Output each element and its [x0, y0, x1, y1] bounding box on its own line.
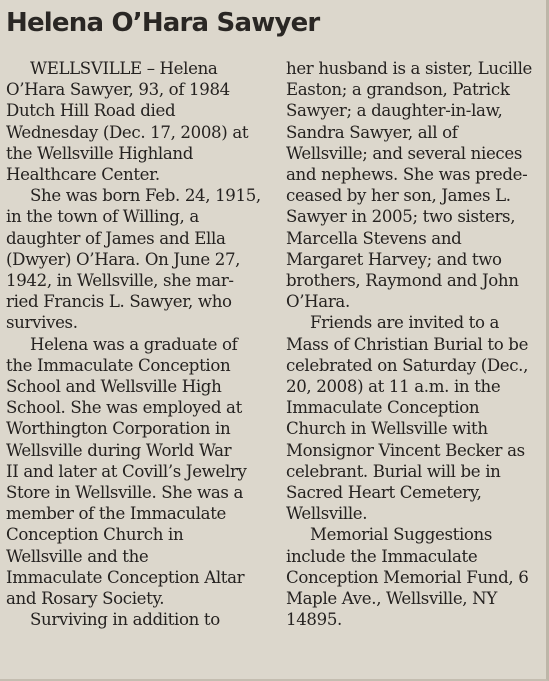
text-line: Worthington Corporation in [6, 419, 231, 439]
text-line: She was born Feb. 24, 1915, [30, 186, 261, 206]
text-line: Healthcare Center. [6, 165, 160, 185]
text-line: celebrant. Burial will be in [286, 461, 501, 481]
obituary-paragraph [6, 609, 274, 630]
text-line: ried Francis L. Sawyer, who [6, 292, 232, 312]
text-line: Sandra Sawyer, all of [286, 122, 458, 142]
text-line: Conception Memorial Fund, 6 [286, 567, 529, 587]
obituary-headline: Helena O’Hara Sawyer [6, 8, 320, 38]
text-line: Sacred Heart Cemetery, [286, 483, 482, 503]
text-line: and nephews. She was prede- [286, 165, 528, 185]
text-line: celebrated on Saturday (Dec., [286, 355, 529, 375]
text-line: 20, 2008) at 11 a.m. in the [286, 377, 501, 397]
text-line: Immaculate Conception Altar [6, 567, 245, 587]
text-line: ceased by her son, James L. [286, 186, 511, 206]
obituary-paragraph [286, 58, 548, 312]
text-line: School and Wellsville High [6, 377, 222, 397]
text-line: 1942, in Wellsville, she mar- [6, 271, 234, 291]
left-column [6, 58, 274, 630]
text-line: Church in Wellsville with [286, 419, 488, 439]
text-line: Surviving in addition to [30, 610, 220, 630]
text-line: WELLSVILLE – Helena [30, 59, 218, 78]
right-column [286, 58, 548, 630]
text-line: Monsignor Vincent Becker as [286, 440, 525, 460]
text-line: Wellsville. [286, 504, 368, 524]
text-line: and Rosary Society. [6, 589, 165, 609]
text-line: in the town of Willing, a [6, 207, 199, 227]
text-line: O’Hara Sawyer, 93, of 1984 [6, 80, 230, 100]
text-line: include the Immaculate [286, 546, 478, 566]
text-line: the Immaculate Conception [6, 355, 231, 375]
obituary-paragraph [286, 524, 548, 630]
text-line: Wellsville and the [6, 546, 149, 566]
text-line: member of the Immaculate [6, 504, 226, 524]
obituary-paragraph [286, 312, 548, 524]
text-line: Wednesday (Dec. 17, 2008) at [6, 122, 249, 142]
obituary-paragraph [6, 58, 274, 185]
text-line: Memorial Suggestions [310, 525, 493, 545]
text-line: Wellsville during World War [6, 440, 232, 460]
text-line: 14895. [286, 610, 342, 630]
obituary-paragraph [6, 185, 274, 333]
text-line: the Wellsville Highland [6, 143, 194, 163]
text-line: O’Hara. [286, 292, 350, 312]
text-line: Marcella Stevens and [286, 228, 462, 248]
text-line: Immaculate Conception [286, 398, 480, 418]
text-line: her husband is a sister, Lucille [286, 59, 532, 78]
text-line: Margaret Harvey; and two [286, 249, 502, 269]
text-line: School. She was employed at [6, 398, 242, 418]
text-line: Friends are invited to a [310, 313, 500, 333]
text-line: Maple Ave., Wellsville, NY [286, 589, 497, 609]
text-line: Helena was a graduate of [30, 334, 238, 354]
text-line: Easton; a grandson, Patrick [286, 80, 510, 100]
text-line: Wellsville; and several nieces [286, 143, 522, 163]
text-line: Store in Wellsville. She was a [6, 483, 244, 503]
text-line: Conception Church in [6, 525, 184, 545]
text-line: daughter of James and Ella [6, 228, 226, 248]
text-line: Sawyer; a daughter-in-law, [286, 101, 503, 121]
obituary-paragraph [6, 334, 274, 610]
text-line: II and later at Covill’s Jewelry [6, 461, 247, 481]
text-line: Dutch Hill Road died [6, 101, 176, 121]
text-line: survives. [6, 313, 78, 333]
text-line: Mass of Christian Burial to be [286, 334, 529, 354]
text-line: (Dwyer) O’Hara. On June 27, [6, 249, 241, 269]
text-line: Sawyer in 2005; two sisters, [286, 207, 516, 227]
text-line: brothers, Raymond and John [286, 271, 519, 291]
